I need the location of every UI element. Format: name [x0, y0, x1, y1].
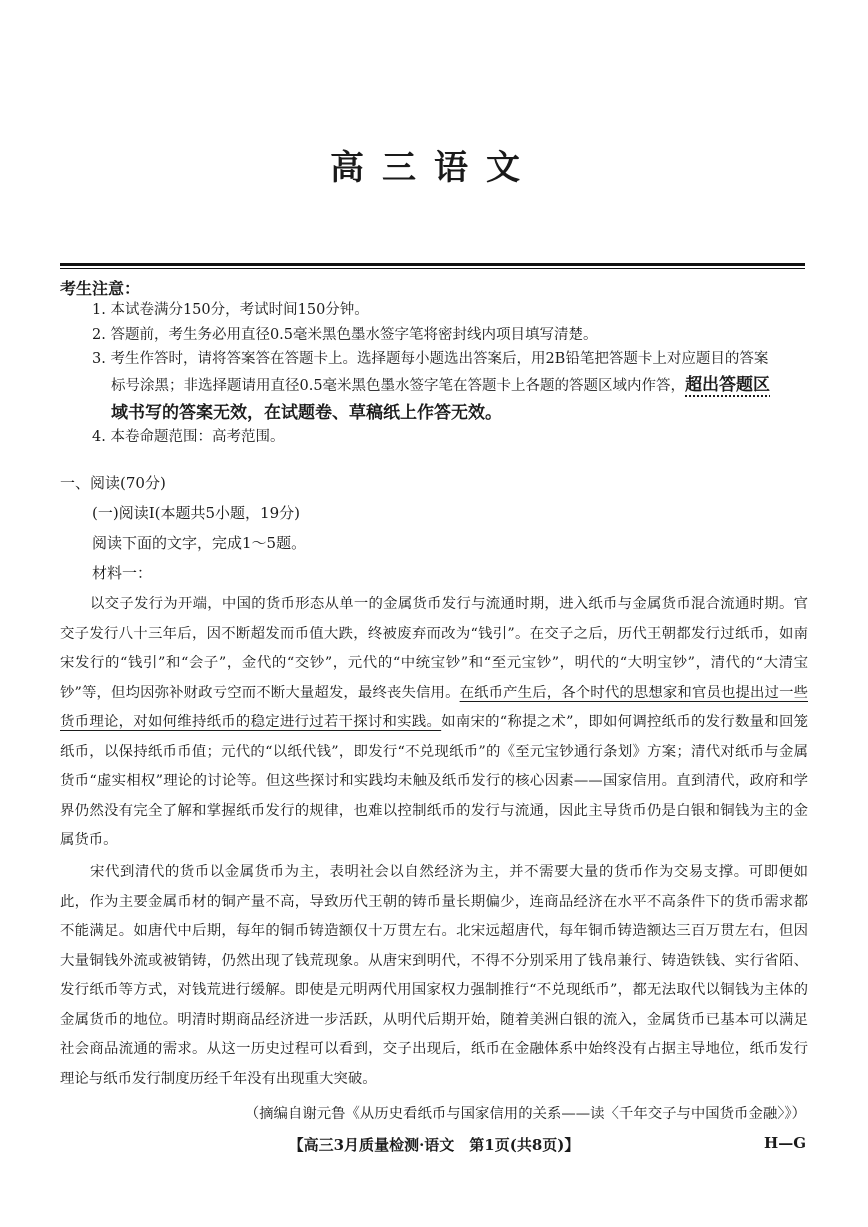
notice-item-1: 1. 本试卷满分150分，考试时间150分钟。: [92, 302, 369, 318]
notice-item-4: 4. 本卷命题范围：高考范围。: [92, 429, 285, 445]
section-heading: 一、阅读(70分): [60, 474, 166, 492]
notice-item-3: [92, 346, 807, 427]
paragraph-1: [60, 590, 808, 856]
notice-item-3-text: 标号涂黑；非选择题请用直径0.5毫米黑色墨水签字笔在答题卡上各题的答题区域内作答，: [111, 378, 686, 394]
instruction: 阅读下面的文字，完成1～5题。: [92, 534, 307, 552]
notice-heading: 考生注意：: [60, 279, 141, 298]
notice-item-3-warning-dotted: 超出答题区: [685, 375, 771, 395]
paragraph-1-underlined: 在纸币产生后，各个时代的思想家和官员也提出过一些货币理论，对如何维持纸币的稳定进行过若干探讨和实践。: [60, 684, 808, 730]
footer-page-info: 【高三3月质量检测·语文 第1页(共8页)】: [288, 1136, 580, 1154]
page-title: 高三语文: [330, 148, 538, 188]
sub-section-heading: (一)阅读Ⅰ(本题共5小题，19分): [92, 504, 300, 522]
header-rule-thin: [60, 268, 805, 269]
material-label: 材料一：: [92, 564, 153, 582]
footer-code: H—G: [764, 1134, 806, 1152]
notice-item-3-continuation: [92, 372, 807, 399]
source-citation: （摘编自谢元鲁《从历史看纸币与国家信用的关系——读〈千年交子与中国货币金融〉》）: [244, 1106, 806, 1122]
notice-item-3-warning: 域书写的答案无效，在试题卷、草稿纸上作答无效。: [111, 403, 502, 423]
notice-item-2: 2. 答题前，考生务必用直径0.5毫米黑色墨水签字笔将密封线内项目填写清楚。: [92, 327, 598, 343]
paragraph-1-part-a: 以交子发行为开端，中国的货币形态从单一的金属货币发行与流通时期，进入纸币与金属货币混合流通时期。官交子发行八十三年后，因不断超发而币值大跌，终被废弃而改为“钱引”。在交子之后，历代王朝都发行过纸币，如南宋发行的“钱引”和“会子”，金代的“交钞”，元代的“中统宝钞”和“至元宝钞”，明代的“大明宝钞”，清代的“大清宝钞”等，但均因弥补财政亏空而不断大量超发，最终丧失信用。: [60, 596, 808, 701]
header-rule-thick: [60, 263, 805, 266]
paragraph-1-part-b: 如南宋的“称提之术”，即如何调控纸币的发行数量和回笼纸币，以保持纸币币值；元代的“以纸代钱”，即发行“不兑现纸币”的《至元宝钞通行条划》方案；清代对纸币与金属货币“虚实相权”理论的讨论等。但这些探讨和实践均未触及纸币发行的核心因素——国家信用。直到清代，政府和学界仍然没有完全了解和掌握纸币发行的规律，也难以控制纸币的发行与流通，因此主导货币仍是白银和铜钱为主的金属货币。: [60, 714, 808, 848]
paragraph-2: 宋代到清代的货币以金属货币为主，表明社会以自然经济为主，并不需要大量的货币作为交易支撑。可即便如此，作为主要金属币材的铜产量不高，导致历代王朝的铸币量长期偏少，连商品经济在水平不高条件下的货币需求都不能满足。如唐代中后期，每年的铜币铸造额仅十万贯左右。北宋远超唐代，每年铜币铸造额达三百万贯左右，但因大量铜钱外流或被销铸，仍然出现了钱荒现象。从唐宋到明代，不得不分别采用了钱帛兼行、铸造铁钱、实行省陌、发行纸币等方式，对钱荒进行缓解。即使是元明两代用国家权力强制推行“不兑现纸币”，都无法取代以铜钱为主体的金属货币的地位。明清时期商品经济进一步活跃，从明代后期开始，随着美洲白银的流入，金属货币已基本可以满足社会商品流通的需求。从这一历史过程可以看到，交子出现后，纸币在金融体系中始终没有占据主导地位，纸币发行理论与纸币发行制度历经千年没有出现重大突破。: [60, 864, 808, 1087]
notice-item-3-lead: 3. 考生作答时，请将答案答在答题卡上。选择题每小题选出答案后，用2B铅笔把答题卡上对应题目的答案: [92, 351, 769, 367]
